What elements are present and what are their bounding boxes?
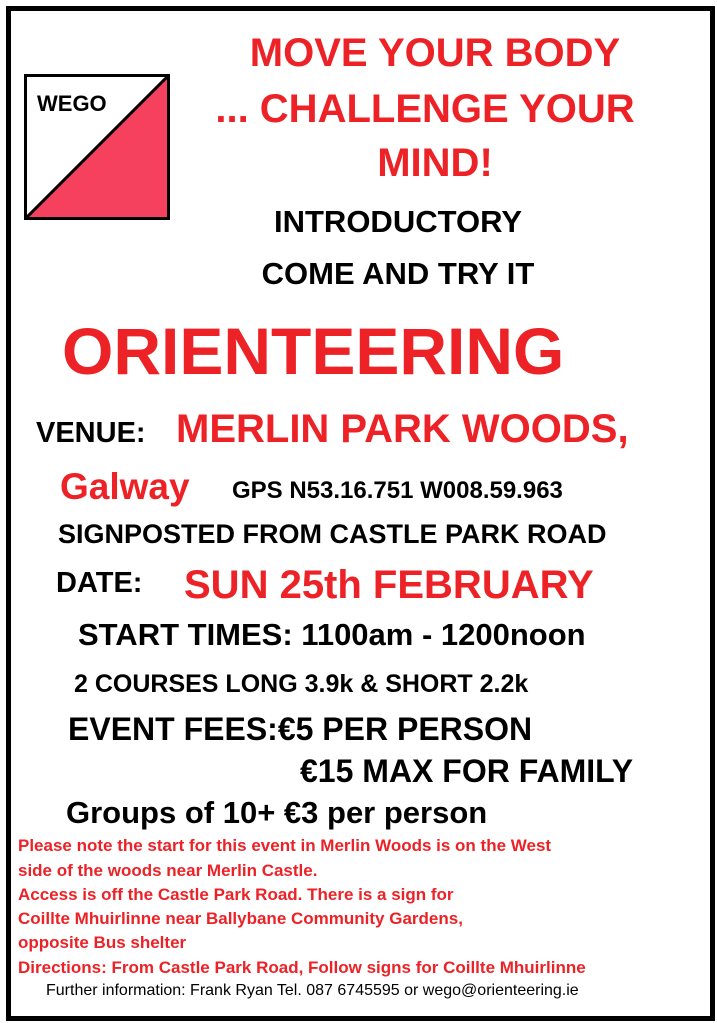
- event-fees: EVENT FEES:€5 PER PERSON: [68, 711, 533, 747]
- headline-line-3: MIND!: [377, 141, 493, 185]
- subhead-come-and-try: COME AND TRY IT: [261, 256, 535, 291]
- note-line-4: Coillte Mhuirlinne near Ballybane Community Gardens,: [18, 909, 463, 928]
- note-line-3: Access is off the Castle Park Road. There is a sign for: [18, 885, 454, 904]
- date-label: DATE:: [56, 567, 143, 599]
- note-line-5: opposite Bus shelter: [18, 933, 187, 952]
- group-fee: Groups of 10+ €3 per person: [66, 795, 488, 830]
- signposted-text: SIGNPOSTED FROM CASTLE PARK ROAD: [58, 519, 607, 549]
- family-fee: €15 MAX FOR FAMILY: [300, 753, 634, 789]
- headline-line-2: ... CHALLENGE YOUR: [215, 87, 635, 131]
- note-line-1: Please note the start for this event in Merlin Woods is on the West: [18, 836, 552, 855]
- venue-label: VENUE:: [36, 417, 146, 449]
- directions-text: Directions: From Castle Park Road, Follow signs for Coillte Mhuirlinne: [18, 958, 586, 977]
- start-times: START TIMES: 1100am - 1200noon: [78, 617, 586, 652]
- courses-text: 2 COURSES LONG 3.9k & SHORT 2.2k: [74, 670, 529, 698]
- event-title: ORIENTEERING: [62, 314, 565, 388]
- contact-info: Further information: Frank Ryan Tel. 087 6745595 or wego@orienteering.ie: [46, 982, 579, 999]
- wego-logo: [24, 74, 170, 220]
- subhead-introductory: INTRODUCTORY: [274, 204, 522, 239]
- venue-gps: GPS N53.16.751 W008.59.963: [232, 477, 563, 504]
- venue-name: MERLIN PARK WOODS,: [176, 407, 629, 451]
- headline-line-1: MOVE YOUR BODY: [249, 31, 621, 75]
- date-value: SUN 25th FEBRUARY: [184, 563, 594, 607]
- note-line-2: side of the woods near Merlin Castle.: [18, 861, 318, 880]
- logo-text: WEGO: [37, 91, 107, 116]
- venue-city: Galway: [60, 466, 190, 507]
